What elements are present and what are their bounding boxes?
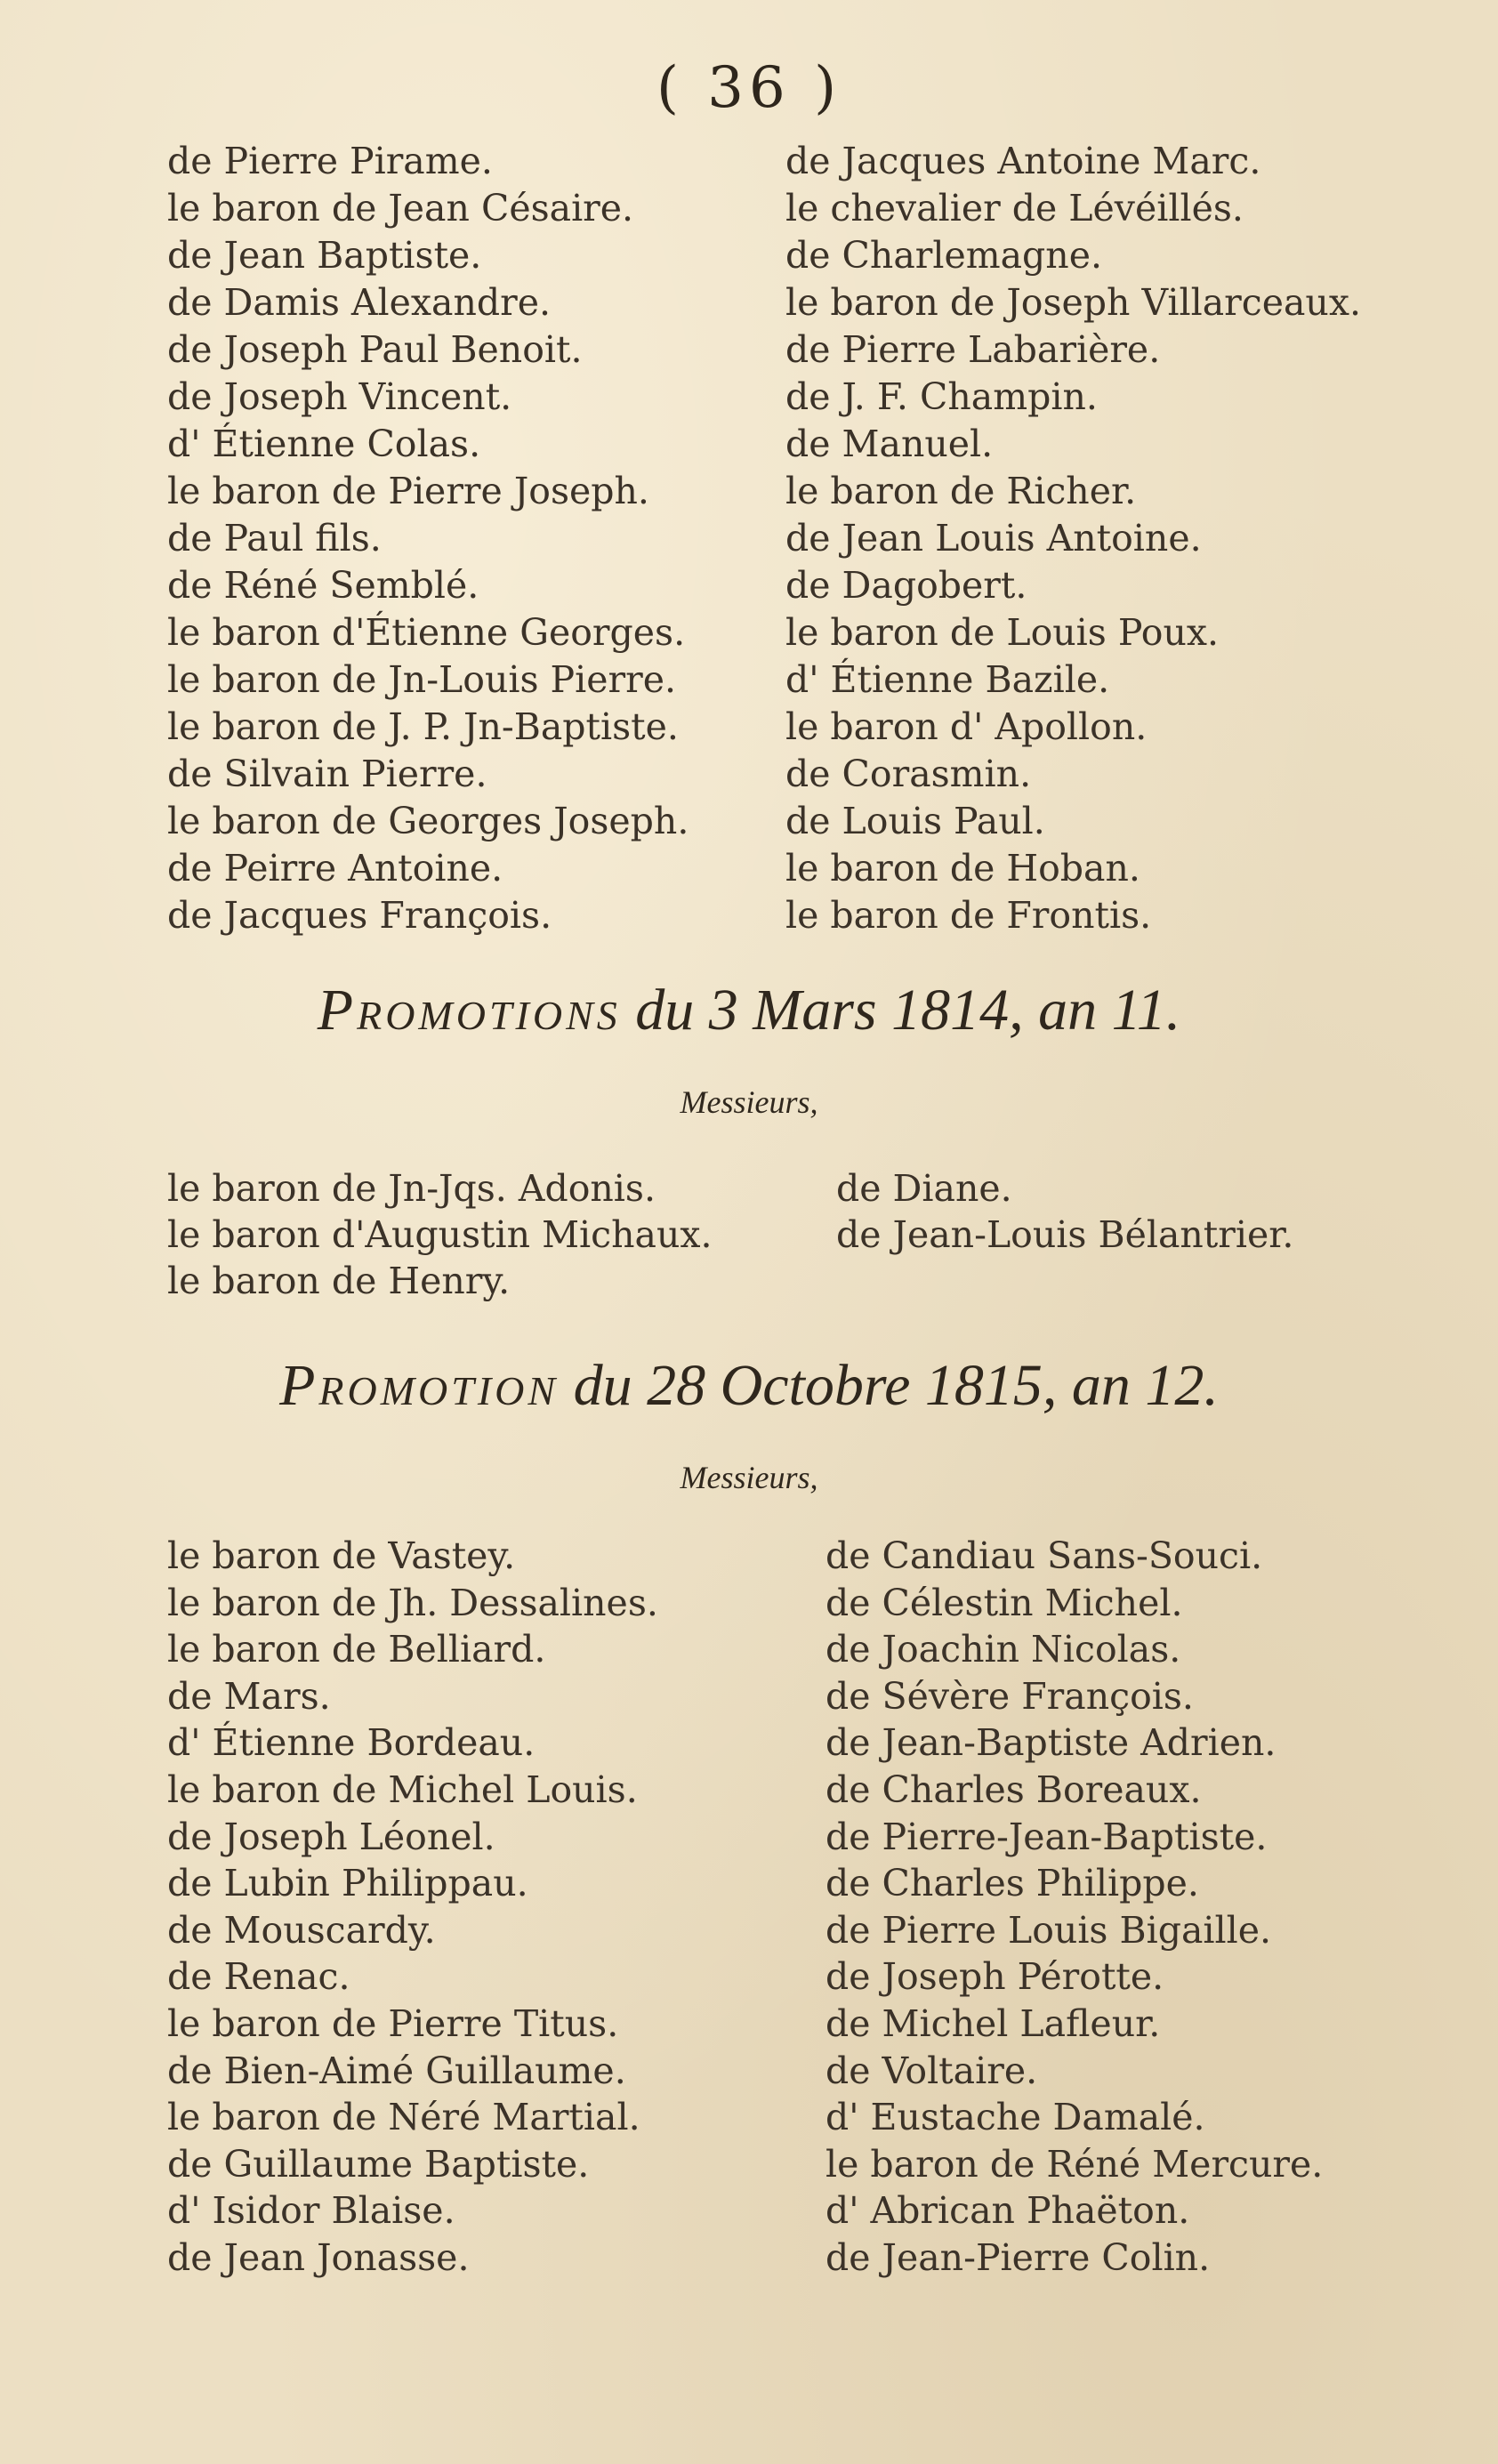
list-item: de Louis Paul.	[785, 800, 1045, 842]
list-item: de Jean-Pierre Colin.	[826, 2235, 1211, 2279]
list-item: d' Eustache Damalé.	[826, 2096, 1205, 2139]
section-subheading: Messieurs,	[680, 1084, 818, 1120]
list-item: le baron de Néré Martial.	[167, 2096, 640, 2139]
list-item: le baron de Vastey.	[167, 1534, 516, 1577]
list-item: le baron de Jean Césaire.	[167, 187, 634, 229]
list-item: le chevalier de Lévéillés.	[785, 187, 1244, 229]
list-item: le baron de Réné Mercure.	[826, 2142, 1324, 2186]
list-item: de Sévère François.	[826, 1674, 1194, 1718]
list-item: de Bien-Aimé Guillaume.	[167, 2049, 626, 2092]
right-column	[836, 1165, 1293, 1258]
list-item: de Lubin Philippau.	[167, 1862, 528, 1905]
list-item: le baron d' Apollon.	[785, 705, 1148, 748]
section-heading	[0, 1352, 1498, 1420]
list-item: de Joseph Léonel.	[167, 1815, 495, 1858]
list-item: de Renac.	[167, 1955, 350, 1999]
list-item: le baron de Pierre Joseph.	[167, 470, 649, 512]
list-item: de Pierre Pirame.	[167, 140, 493, 182]
list-item: le baron de J. P. Jn-Baptiste.	[167, 705, 679, 748]
list-item: d' Isidor Blaise.	[167, 2189, 455, 2233]
list-item: de Paul fils.	[167, 517, 382, 560]
list-item: le baron de Georges Joseph.	[167, 800, 689, 842]
section-heading	[0, 977, 1498, 1044]
list-item: de Charles Philippe.	[826, 1862, 1199, 1905]
list-item: de Jean Baptiste.	[167, 234, 482, 277]
list-item: de Pierre Labarière.	[785, 328, 1161, 371]
list-item: d' Étienne Bordeau.	[167, 1721, 536, 1765]
list-item: de Michel Lafleur.	[826, 2001, 1161, 2045]
heading-rest: du 3 Mars 1814, an 11.	[620, 978, 1181, 1043]
list-item: le baron de Jh. Dessalines.	[167, 1581, 658, 1624]
list-item: de Guillaume Baptiste.	[167, 2142, 590, 2186]
list-item: le baron de Pierre Titus.	[167, 2001, 619, 2045]
list-item: de Joseph Paul Benoit.	[167, 328, 583, 371]
list-item: d' Abrican Phaëton.	[826, 2189, 1190, 2233]
heading-rest: du 28 Octobre 1815, an 12.	[559, 1353, 1219, 1418]
list-item: de Célestin Michel.	[826, 1581, 1183, 1624]
heading-caps: Promotion	[279, 1353, 560, 1418]
list-item: de Voltaire.	[826, 2049, 1038, 2092]
list-item: de Diane.	[836, 1167, 1012, 1210]
list-item: de Peirre Antoine.	[167, 847, 503, 890]
list-item: de Corasmin.	[785, 753, 1032, 795]
list-item: de Manuel.	[785, 423, 994, 465]
left-column	[167, 138, 689, 939]
list-item: le baron de Joseph Villarceaux.	[785, 281, 1361, 324]
list-item: de Damis Alexandre.	[167, 281, 552, 324]
list-item: de Joseph Vincent.	[167, 375, 512, 418]
list-item: d' Étienne Bazile.	[785, 658, 1110, 701]
list-item: de Dagobert.	[785, 564, 1027, 607]
list-item: de Joseph Pérotte.	[826, 1955, 1164, 1999]
right-column	[826, 1533, 1323, 2282]
list-item: de Pierre Louis Bigaille.	[826, 1908, 1272, 1952]
list-item: le baron de Frontis.	[785, 894, 1152, 937]
list-item: de J. F. Champin.	[785, 375, 1098, 418]
list-item: de Jacques Antoine Marc.	[785, 140, 1261, 182]
list-item: le baron de Belliard.	[167, 1628, 546, 1671]
right-column	[785, 138, 1361, 939]
list-item: le baron d'Augustin Michaux.	[167, 1213, 713, 1256]
heading-caps: Promotions	[317, 978, 621, 1043]
list-item: de Jean Jonasse.	[167, 2235, 470, 2279]
list-item: de Joachin Nicolas.	[826, 1628, 1181, 1671]
list-item: de Candiau Sans-Souci.	[826, 1534, 1263, 1577]
left-column	[167, 1165, 713, 1304]
list-item: de Réné Semblé.	[167, 564, 479, 607]
list-item: de Mouscardy.	[167, 1908, 436, 1952]
list-item: le baron d'Étienne Georges.	[167, 611, 686, 654]
list-item: le baron de Jn-Jqs. Adonis.	[167, 1167, 656, 1210]
list-item: le baron de Henry.	[167, 1260, 511, 1302]
list-item: le baron de Richer.	[785, 470, 1137, 512]
section-subheading: Messieurs,	[680, 1460, 818, 1495]
left-column	[167, 1533, 658, 2282]
list-item: de Silvain Pierre.	[167, 753, 487, 795]
list-item: de Mars.	[167, 1674, 331, 1718]
list-item: le baron de Jn-Louis Pierre.	[167, 658, 677, 701]
list-item: d' Étienne Colas.	[167, 423, 481, 465]
list-item: le baron de Michel Louis.	[167, 1767, 638, 1811]
list-item: de Charles Boreaux.	[826, 1767, 1202, 1811]
list-item: de Jean-Baptiste Adrien.	[826, 1721, 1277, 1765]
page-number: ( 36 )	[656, 55, 842, 121]
list-item: de Jacques François.	[167, 894, 552, 937]
list-item: de Pierre-Jean-Baptiste.	[826, 1815, 1268, 1858]
list-item: de Jean-Louis Bélantrier.	[836, 1213, 1294, 1256]
list-item: le baron de Hoban.	[785, 847, 1140, 890]
list-item: de Jean Louis Antoine.	[785, 517, 1202, 560]
list-item: le baron de Louis Poux.	[785, 611, 1220, 654]
list-item: de Charlemagne.	[785, 234, 1103, 277]
